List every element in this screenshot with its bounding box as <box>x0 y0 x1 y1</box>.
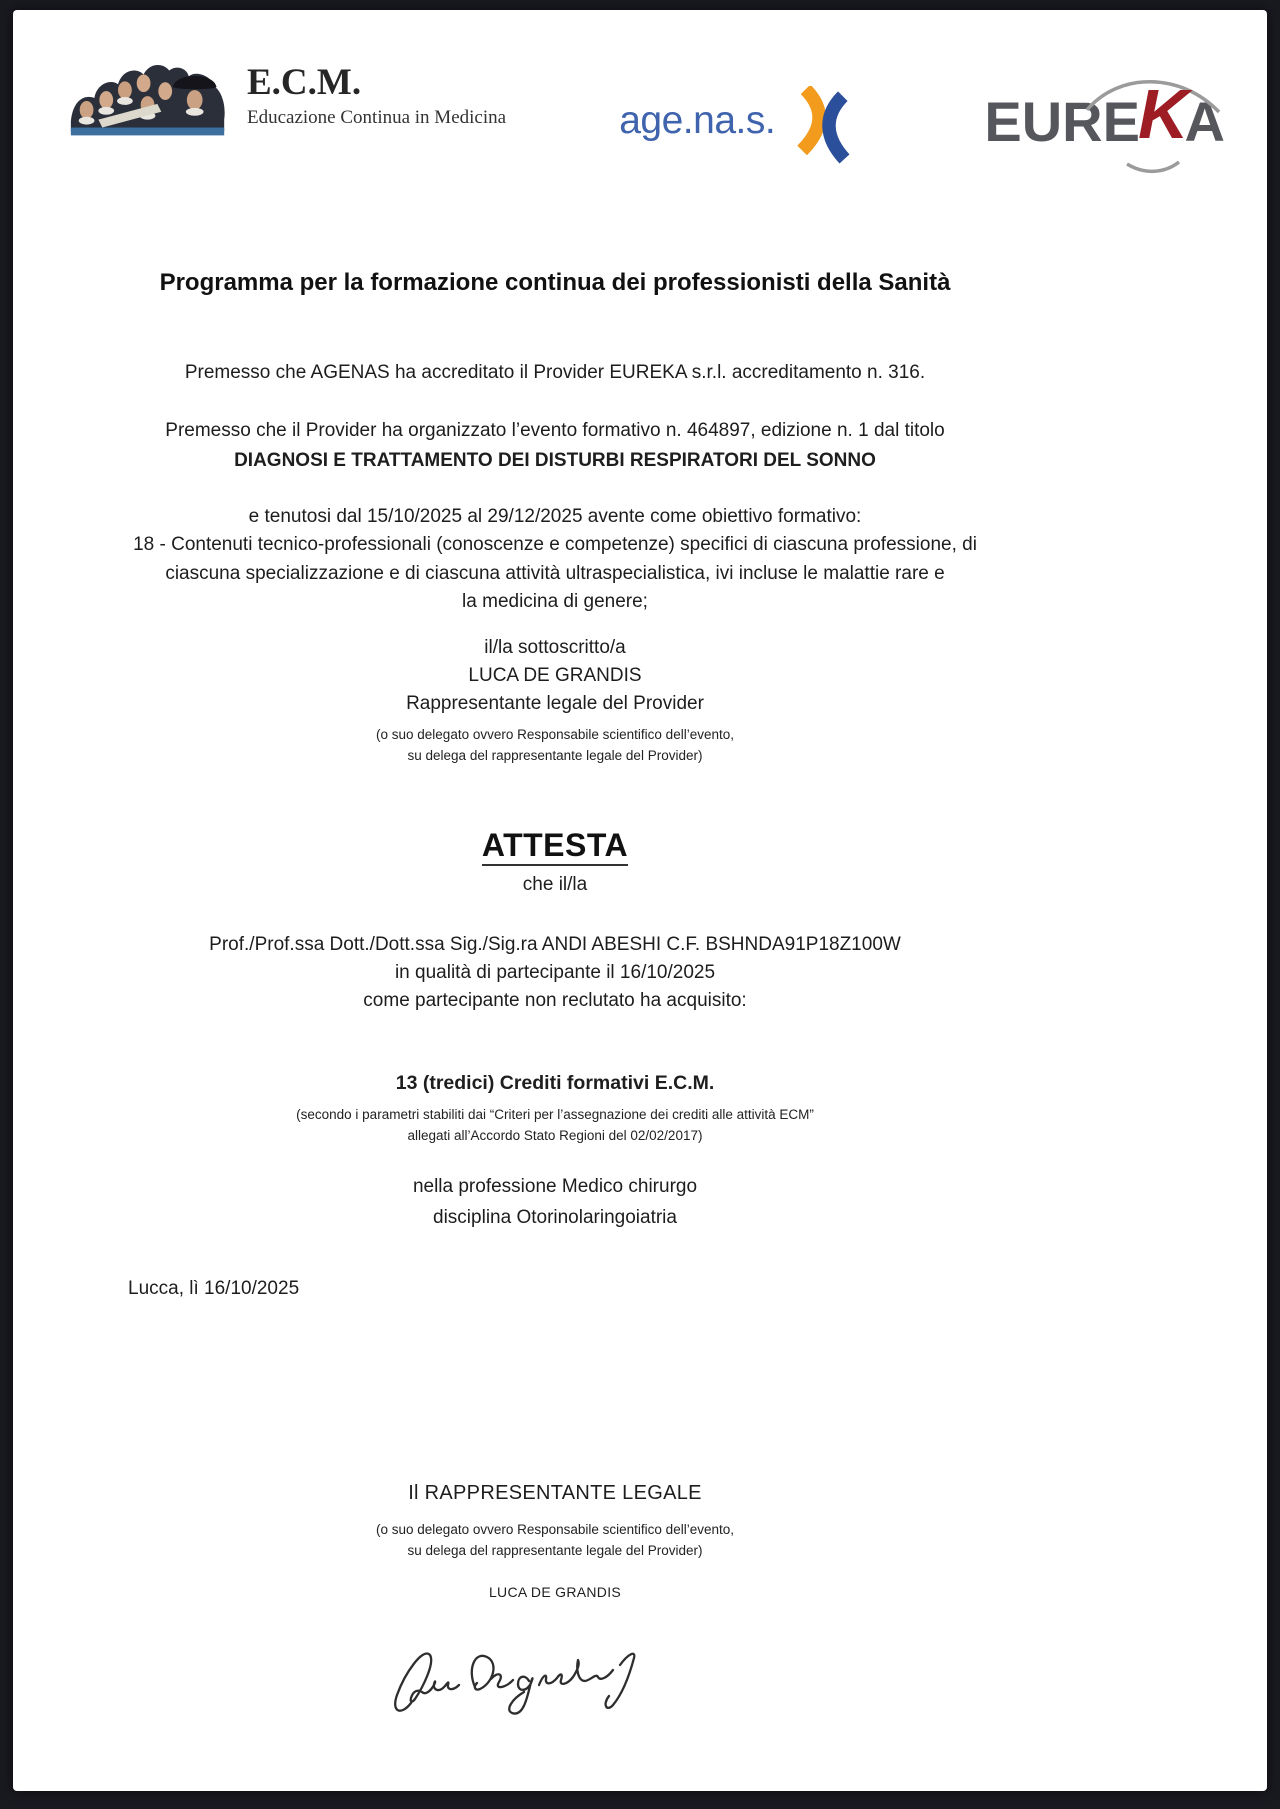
participant-block <box>100 931 1010 1015</box>
legal-rep-note-line: (o suo delegato ovvero Responsabile scientifico dell’evento, <box>376 1521 734 1537</box>
profession-block <box>100 1171 1010 1233</box>
premise-event <box>100 416 1010 476</box>
certificate-content <box>100 268 1010 1737</box>
ecm-logo <box>63 58 506 140</box>
eureka-logo <box>984 75 1225 154</box>
eureka-text-pre: EURE <box>984 90 1140 154</box>
agenas-wordmark: age.na.s. <box>619 99 776 142</box>
event-dates-line: e tenutosi dal 15/10/2025 al 29/12/2025 avente come obiettivo formativo: <box>248 505 862 527</box>
ecm-logo-subtitle: Educazione Continua in Medicina <box>247 106 507 128</box>
profession-line: nella professione Medico chirurgo <box>412 1175 698 1197</box>
signature-area <box>72 1619 982 1737</box>
objective-line: ciascuna specializzazione e di ciascuna attività ultraspecialistica, ivi incluse le malattie rare e <box>165 562 945 584</box>
eureka-letter-k: K <box>1137 75 1189 153</box>
event-title: DIAGNOSI E TRATTAMENTO DEI DISTURBI RESPIRATORI DEL SONNO <box>234 449 876 471</box>
credits-note-line: (secondo i parametri stabiliti dai “Criteri per l’assegnazione dei crediti alle attività ECM” <box>296 1106 814 1122</box>
place-date-line: Lucca, lì 16/10/2025 <box>128 1277 300 1299</box>
premise-accreditation: Premesso che AGENAS ha accreditato il Provider EUREKA s.r.l. accreditamento n. 316. <box>184 362 926 383</box>
declarant-intro: il/la sottoscritto/a <box>484 636 626 658</box>
agenas-logo <box>619 86 871 140</box>
acquired-line: come partecipante non reclutato ha acquisito: <box>363 989 747 1011</box>
certificate-page <box>13 10 1267 1791</box>
credits-note <box>100 1104 1010 1146</box>
header-logos <box>13 58 1267 168</box>
credits-line: 13 (tredici) Crediti formativi E.C.M. <box>395 1071 715 1094</box>
certificate-title: Programma per la formazione continua dei professionisti della Sanità <box>159 269 951 296</box>
declarant-role: Rappresentante legale del Provider <box>406 692 704 714</box>
legal-rep-heading: Il RAPPRESENTANTE LEGALE <box>408 1481 702 1504</box>
legal-rep-note <box>100 1519 1010 1561</box>
legal-rep-note-line: su delega del rappresentante legale del Provider) <box>407 1542 703 1558</box>
declarant-block <box>100 634 1010 718</box>
attestation-heading: ATTESTA <box>100 827 1010 864</box>
declarant-delegate-note-line: su delega del rappresentante legale del Provider) <box>407 747 703 763</box>
signature-image <box>377 1619 677 1737</box>
agenas-arcs-icon <box>779 86 871 164</box>
participation-date-line: in qualità di partecipante il 16/10/2025 <box>394 961 716 983</box>
ecm-logo-text <box>247 58 506 129</box>
event-dates-objective <box>100 503 1010 617</box>
declarant-delegate-note-line: (o suo delegato ovvero Responsabile scientifico dell’evento, <box>376 726 734 742</box>
eureka-text-post: A <box>1184 90 1225 154</box>
participant-line: Prof./Prof.ssa Dott./Dott.ssa Sig./Sig.ra ANDI ABESHI C.F. BSHNDA91P18Z100W <box>209 933 901 955</box>
signer-name: LUCA DE GRANDIS <box>488 1583 622 1600</box>
premise-event-intro: Premesso che il Provider ha organizzato l’evento formativo n. 464897, edizione n. 1 dal titolo <box>165 419 945 441</box>
attestation-subheading: che il/la <box>522 873 588 895</box>
objective-line: la medicina di genere; <box>462 591 648 612</box>
declarant-delegate-note <box>100 724 1010 766</box>
declarant-name: LUCA DE GRANDIS <box>468 664 642 686</box>
ecm-logo-title: E.C.M. <box>247 62 362 103</box>
discipline-line: disciplina Otorinolaringoiatria <box>433 1206 677 1228</box>
objective-line: 18 - Contenuti tecnico-professionali (conoscenze e competenze) specifici di ciascuna professione, di <box>133 534 977 555</box>
credits-note-line: allegati all’Accordo Stato Regioni del 02/02/2017) <box>407 1127 703 1143</box>
anatomy-lesson-painting-icon <box>63 60 235 140</box>
